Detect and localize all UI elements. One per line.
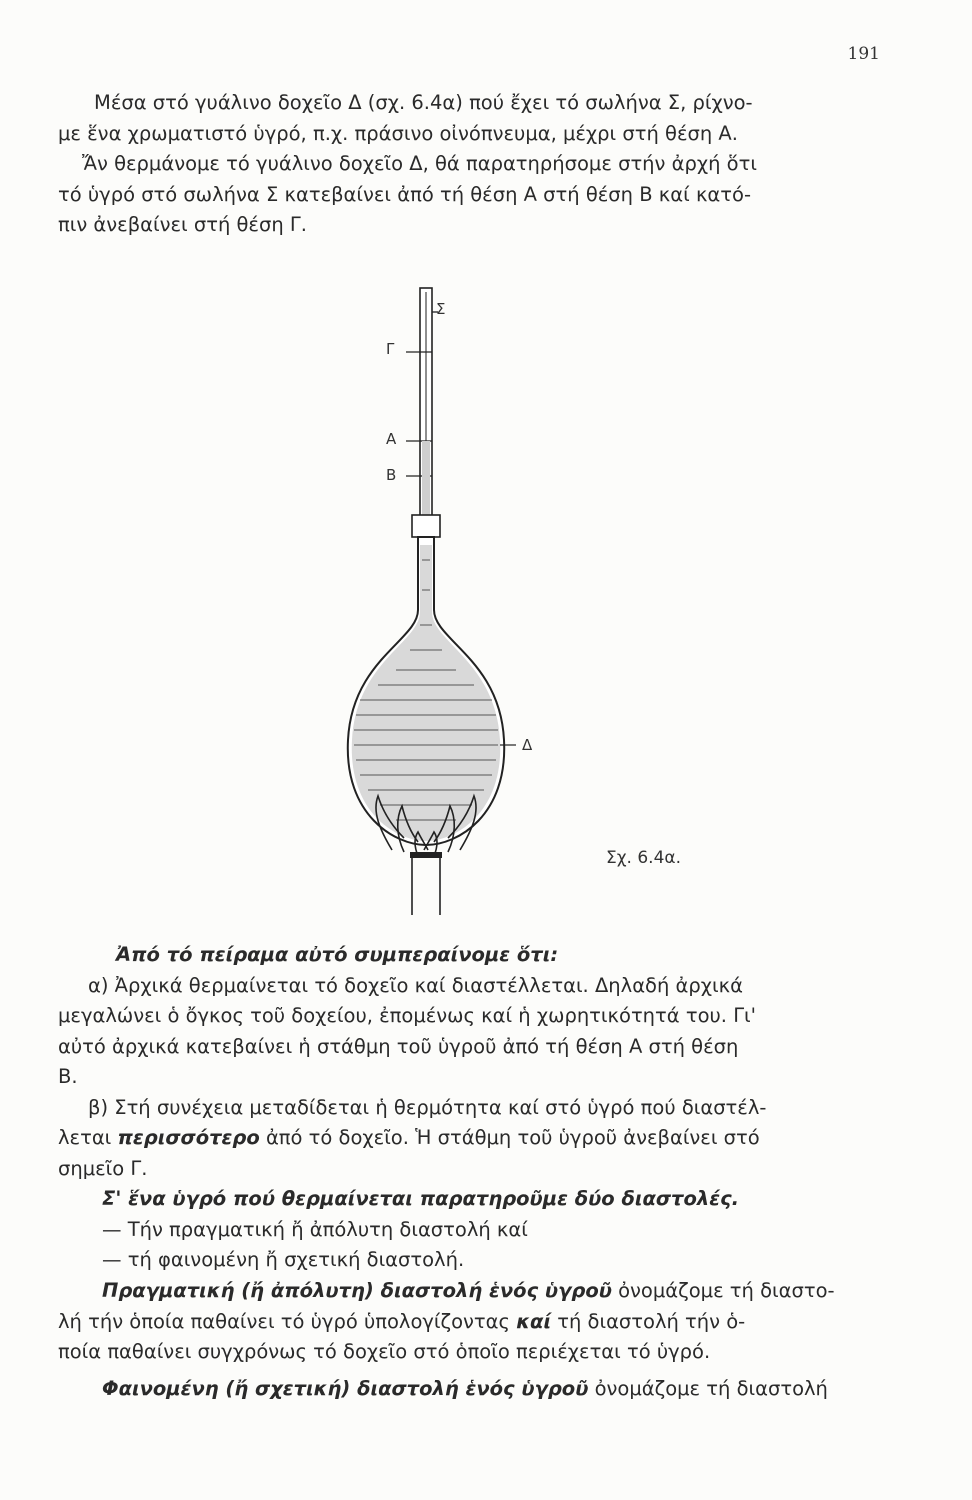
real-def-emphasis: καί (516, 1309, 552, 1333)
liquid-hatching (354, 560, 498, 820)
apparent-expansion-definition (58, 1374, 890, 1405)
intro-line: τό ὑγρό στό σωλήνα Σ κατεβαίνει ἀπό τή θέση Α στή θέση Β καί κατό- (58, 182, 751, 206)
conclusion-heading: Ἀπό τό πείραμα αὐτό συμπεραίνομε ὅτι: (116, 943, 559, 966)
point-b-emphasis: περισσότερο (117, 1126, 260, 1149)
flame (376, 796, 476, 856)
intro-line: πιν ἀνεβαίνει στή θέση Γ. (58, 213, 307, 236)
real-expansion-definition (58, 1276, 890, 1368)
page-number: 191 (847, 44, 880, 64)
intro-line: Μέσα στό γυάλινο δοχεῖο Δ (σχ. 6.4α) πού ἔχει τό σωλήνα Σ, ρίχνο- (94, 91, 753, 114)
intro-line: με ἕνα χρωματιστό ὑγρό, π.χ. πράσινο οἰνόπνευμα, μέχρι στή θέση Α. (58, 121, 738, 145)
label-beta: Β (386, 466, 397, 484)
point-b-text: λεται (58, 1126, 118, 1149)
figure-caption: Σχ. 6.4α. (606, 848, 682, 868)
conclusion-section (58, 940, 890, 1184)
point-b-line (58, 1123, 890, 1154)
tube-sigma (420, 288, 432, 548)
label-sigma: Σ (436, 300, 446, 318)
point-b-line: σημεῖο Γ. (58, 1156, 148, 1180)
point-a-line: μεγαλώνει ὁ ὄγκος τοῦ δοχείου, ἐπομένως καί ἡ χωρητικότητά του. Γι' (58, 1004, 757, 1027)
label-delta: Δ (522, 736, 533, 754)
intro-line: Ἄν θερμάνομε τό γυάλινο δοχεῖο Δ, θά παρατηρήσομε στήν ἀρχή ὅτι (82, 152, 757, 175)
point-a-line: αὐτό ἀρχικά κατεβαίνει ἡ στάθμη τοῦ ὑγροῦ ἀπό τή θέση Α στή θέση (58, 1034, 739, 1058)
apparent-def-line (58, 1374, 890, 1405)
label-gamma: Γ (386, 340, 395, 358)
two-expansions-section (58, 1184, 890, 1276)
flask-liquid (352, 545, 500, 841)
real-def-text: τή διαστολή τήν ὁ- (551, 1309, 746, 1333)
label-alpha: Α (386, 430, 397, 448)
expansion-item: — Τήν πραγματική ἤ ἀπόλυτη διαστολή καί (102, 1217, 528, 1241)
apparent-def-term: Φαινομένη (ἤ σχετική) διαστολή ἑνός ὑγροῦ (102, 1377, 589, 1400)
point-a-line: α) Ἀρχικά θερμαίνεται τό δοχεῖο καί διαστέλλεται. Δηλαδή ἀρχικά (88, 973, 743, 997)
real-def-line (58, 1276, 890, 1307)
point-a-line: Β. (58, 1065, 78, 1088)
flask-delta (348, 537, 504, 845)
two-expansions-heading: Σ' ἕνα ὑγρό πού θερμαίνεται παρατηροῦμε δύο διαστολές. (102, 1187, 740, 1210)
stopper (412, 515, 440, 537)
real-def-line (58, 1307, 890, 1338)
real-def-term: Πραγματική (ἤ ἀπόλυτη) διαστολή ἑνός ὑγροῦ (102, 1279, 612, 1302)
real-def-line: ποία παθαίνει συγχρόνως τό δοχεῖο στό ὁποῖο περιέχεται τό ὑγρό. (58, 1340, 711, 1363)
tube-liquid (422, 441, 430, 548)
real-def-text: λή τήν ὁποία παθαίνει τό ὑγρό ὑπολογίζοντας (58, 1309, 517, 1333)
point-b-line: β) Στή συνέχεια μεταδίδεται ἡ θερμότητα καί στό ὑγρό πού διαστέλ- (88, 1095, 767, 1119)
point-b-text: ἀπό τό δοχεῖο. Ἡ στάθμη τοῦ ὑγροῦ ἀνεβαίνει στό (259, 1126, 760, 1149)
expansion-item: — τή φαινομένη ἤ σχετική διαστολή. (102, 1248, 465, 1271)
real-def-text: ὀνομάζομε τή διαστο- (611, 1279, 835, 1302)
intro-paragraph (58, 88, 890, 241)
burner-top (410, 852, 442, 858)
apparent-def-text: ὀνομάζομε τή διαστολή (588, 1377, 828, 1400)
